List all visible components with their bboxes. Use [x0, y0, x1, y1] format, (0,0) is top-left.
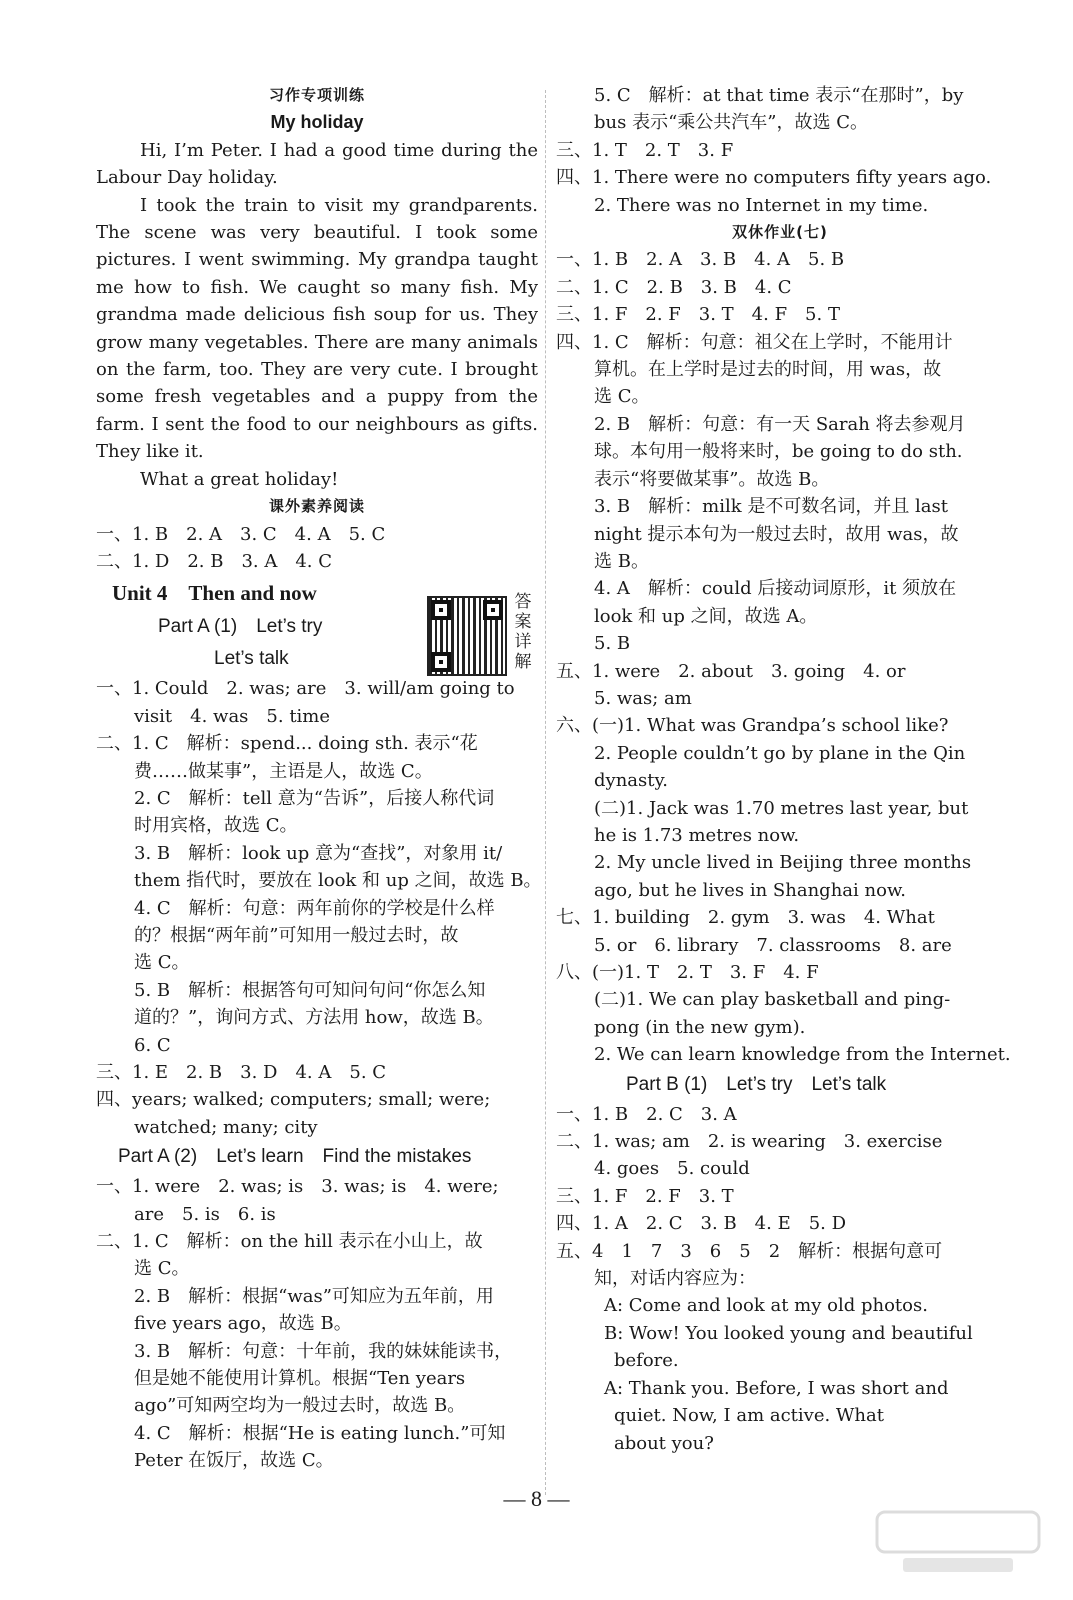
essay-line: They like it.	[96, 441, 204, 463]
answer-line: 2. People couldn’t go by plane in the Qin	[594, 742, 966, 764]
answer-line: 3. B 解析：look up 意为“查找”，对象用 it/	[134, 842, 503, 864]
answer-line: ago, but he lives in Shanghai now.	[594, 879, 906, 901]
answer-line: watched; many; city	[134, 1116, 318, 1138]
part-b1-answers	[556, 1101, 1004, 1457]
answer-line: 3. B 解析：句意：十年前，我的妹妹能读书，	[134, 1340, 513, 1362]
part-a1-answers	[96, 675, 542, 1141]
essay-line: grandma made delicious fish soup for us. They	[96, 304, 538, 326]
qr-caption-char: 详	[514, 632, 532, 652]
answer-line: 一、1. Could 2. was; are 3. will/am going to	[96, 678, 515, 700]
answer-line: Peter 在饭厅，故选 C。	[134, 1450, 334, 1472]
answer-line: 3. B 解析：milk 是不可数名词，并且 last	[594, 496, 949, 518]
qr-finder-pattern	[431, 600, 451, 620]
answer-line: 四、years; walked; computers; small; were;	[96, 1089, 491, 1111]
homework-answers	[556, 246, 1011, 1068]
part-b1-title: Part B (1) Let’s try Let’s talk	[626, 1073, 887, 1095]
answer-line: 费……做某事”，主语是人，故选 C。	[134, 760, 433, 782]
essay-line: me how to fish. We caught so many fish. My	[96, 276, 538, 298]
answer-line: look 和 up 之间，故选 A。	[594, 605, 818, 627]
qr-code[interactable]	[427, 596, 507, 676]
answer-line: 二、1. C 2. B 3. B 4. C	[556, 276, 792, 298]
essay-body	[96, 137, 538, 493]
answer-line: (二)1. Jack was 1.70 metres last year, but	[594, 797, 969, 819]
essay-line: on the farm, too. They are very cute. I brought	[96, 359, 538, 381]
part-a1-subtitle: Let’s talk	[214, 648, 289, 670]
answer-line: pong (in the new gym).	[594, 1016, 806, 1038]
answer-line: 球。本句用一般将来时，be going to do sth.	[594, 441, 963, 463]
answer-line: dynasty.	[594, 770, 668, 792]
answer-line: 二、1. D 2. B 3. A 4. C	[96, 550, 333, 572]
answer-line: 七、1. building 2. gym 3. was 4. What	[556, 907, 935, 929]
answer-line: are 5. is 6. is	[134, 1203, 276, 1225]
answer-line: 三、1. F 2. F 3. T	[556, 1185, 734, 1207]
section-title-writing: 习作专项训练	[268, 86, 365, 104]
answer-line: 二、1. was; am 2. is wearing 3. exercise	[556, 1131, 943, 1153]
answer-line: 2. B 解析：句意：有一天 Sarah 将去参观月	[594, 413, 966, 435]
answer-line: 四、1. There were no computers fifty years ago.	[556, 167, 992, 189]
answer-line: 一、1. were 2. was; is 3. was; is 4. were;	[96, 1176, 499, 1198]
qr-caption-char: 案	[514, 612, 532, 632]
answer-line: 5. or 6. library 7. classrooms 8. are	[594, 934, 952, 956]
answer-line: 5. C 解析：at that time 表示“在那时”，by	[594, 85, 964, 106]
answer-line: 2. My uncle lived in Beijing three months	[594, 852, 972, 874]
dialogue-line: before.	[614, 1350, 679, 1372]
answer-line: 六、(一)1. What was Grandpa’s school like?	[556, 715, 949, 737]
answer-line: 4. C 解析：根据“He is eating lunch.”可知	[134, 1422, 506, 1444]
dialogue-line: A: Thank you. Before, I was short and	[604, 1377, 949, 1399]
answer-line: 2. B 解析：根据“was”可知应为五年前，用	[134, 1285, 494, 1307]
answer-line: visit 4. was 5. time	[134, 705, 331, 727]
answer-line: 二、1. C 解析：on the hill 表示在小山上，故	[96, 1231, 483, 1253]
answer-line: 但是她不能使用计算机。根据“Ten years	[134, 1368, 466, 1390]
answer-line: 选 C。	[134, 1258, 190, 1280]
answer-line: 一、1. B 2. C 3. A	[556, 1103, 737, 1125]
answer-line: 2. There was no Internet in my time.	[594, 194, 929, 216]
answer-line: 4. C 解析：句意：两年前你的学校是什么样	[134, 897, 495, 919]
answer-line: 6. C	[134, 1034, 171, 1056]
answer-line: 五、4 1 7 3 6 5 2 解析：根据句意可	[556, 1240, 943, 1262]
answer-line: bus 表示“乘公共汽车”，故选 C。	[594, 112, 868, 134]
page-number: — 8 —	[503, 1486, 570, 1511]
unit-title: Unit 4 Then and now	[112, 581, 317, 606]
answer-line: 八、(一)1. T 2. T 3. F 4. F	[556, 962, 819, 983]
answer-line: 知，对话内容应为：	[594, 1268, 756, 1290]
answer-line: 道的？”，询问方式、方法用 how，故选 B。	[134, 1007, 494, 1029]
dialogue-line: quiet. Now, I am active. What	[614, 1405, 884, 1427]
answer-line: 选 C。	[594, 386, 650, 408]
answer-line: 时用宾格，故选 C。	[134, 815, 298, 837]
answer-line: 四、1. C 解析：句意：祖父在上学时，不能用计	[556, 331, 953, 353]
answer-line: night 提示本句为一般过去时，故用 was，故	[594, 523, 959, 545]
answer-line: 一、1. B 2. A 3. C 4. A 5. C	[96, 523, 386, 545]
section-title-homework: 双休作业(七)	[732, 223, 828, 242]
qr-caption	[512, 592, 534, 672]
essay-line: Labour Day holiday.	[96, 167, 278, 189]
answer-line: 五、1. were 2. about 3. going 4. or	[556, 660, 906, 682]
essay-line: farm. I sent the food to our neighbours as gifts.	[96, 413, 538, 435]
part-a1-title: Part A (1) Let’s try	[158, 616, 323, 638]
answer-line: (二)1. We can play basketball and ping-	[594, 989, 951, 1011]
left-column	[96, 82, 542, 1475]
part-a2-answers	[96, 1173, 538, 1474]
right-column	[556, 82, 1011, 1457]
answer-line: 三、1. E 2. B 3. D 4. A 5. C	[96, 1062, 387, 1083]
answer-line: 二、1. C 解析：spend... doing sth. 表示“花	[96, 733, 478, 755]
answer-line: 2. C 解析：tell 意为“告诉”，后接人称代词	[134, 787, 495, 809]
dialogue-line: B: Wow! You looked young and beautiful	[604, 1322, 973, 1344]
answer-line: 4. A 解析：could 后接动词原形，it 须放在	[594, 578, 957, 600]
answer-line: 选 C。	[134, 952, 190, 974]
answer-line: 算机。在上学时是过去的时间，用 was，故	[594, 359, 942, 381]
watermark-logo	[873, 1508, 1043, 1578]
answer-line: 一、1. B 2. A 3. B 4. A 5. B	[556, 249, 845, 271]
answer-line: 表示“将要做某事”。故选 B。	[594, 468, 830, 490]
answer-line: 三、1. F 2. F 3. T 4. F 5. T	[556, 304, 840, 326]
essay-line: some fresh vegetables and a puppy from the	[96, 386, 538, 408]
answer-line: 三、1. T 2. T 3. F	[556, 139, 734, 161]
column-divider	[545, 90, 546, 1495]
essay-title: My holiday	[270, 112, 364, 133]
answer-line: 2. We can learn knowledge from the Internet.	[594, 1044, 1011, 1066]
answer-line: 5. B	[594, 633, 631, 655]
essay-line: I took the train to visit my grandparents.	[140, 194, 538, 216]
essay-line: pictures. I went swimming. My grandpa taught	[96, 249, 538, 271]
answer-line: 4. goes 5. could	[594, 1158, 750, 1180]
answer-line: 5. B 解析：根据答句可知问句问“你怎么知	[134, 979, 486, 1001]
essay-line: What a great holiday!	[140, 468, 339, 490]
answer-line: 的？根据“两年前”可知用一般过去时，故	[134, 924, 459, 946]
essay-line: grow many vegetables. There are many animals	[96, 331, 538, 353]
essay-line: The scene was very beautiful. I took some	[96, 222, 538, 244]
answer-line: five years ago，故选 B。	[134, 1313, 352, 1335]
qr-finder-pattern	[483, 600, 503, 620]
answer-line: 选 B。	[594, 550, 649, 572]
qr-finder-pattern	[431, 652, 451, 672]
answer-line: 四、1. A 2. C 3. B 4. E 5. D	[556, 1213, 847, 1235]
answer-line: them 指代时，要放在 look 和 up 之间，故选 B。	[134, 870, 542, 892]
answer-line: he is 1.73 metres now.	[594, 824, 800, 846]
part-a2-title: Part A (2) Let’s learn Find the mistakes	[118, 1146, 472, 1168]
dialogue-line: A: Come and look at my old photos.	[604, 1295, 928, 1317]
section-title-reading: 课外素养阅读	[268, 497, 365, 516]
qr-caption-char: 解	[514, 652, 532, 672]
answer-line: ago”可知两空均为一般过去时，故选 B。	[134, 1395, 466, 1417]
answer-line: 5. was; am	[594, 687, 692, 709]
dialogue-line: about you?	[614, 1432, 714, 1454]
essay-line: Hi, I’m Peter. I had a good time during the	[140, 139, 538, 161]
qr-caption-char: 答	[514, 592, 532, 612]
